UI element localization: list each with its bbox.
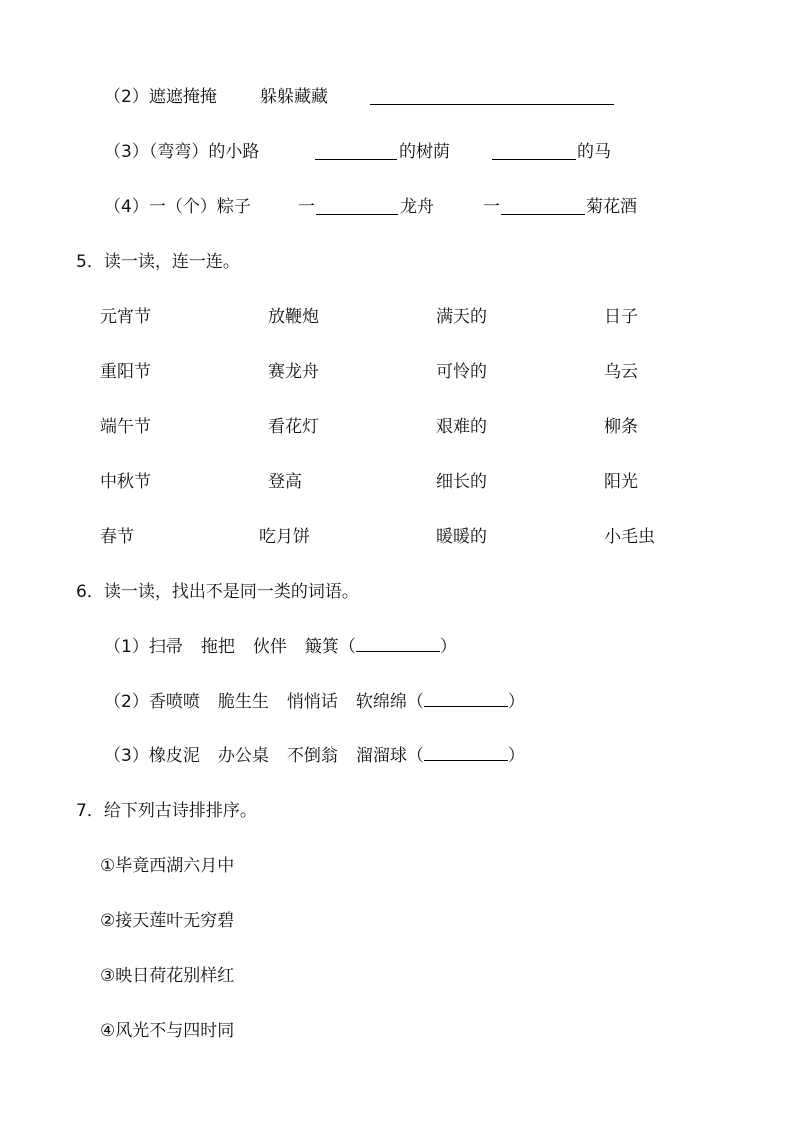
q7-poem-line-3: ③映日荷花别样红 — [100, 966, 235, 986]
q5-noun-1[interactable]: 日子 — [604, 307, 638, 327]
q6-item-2-word-2: 脆生生 — [217, 692, 269, 712]
q6-item-2-num: （2） — [104, 692, 149, 712]
q5-title: 5．读一读，连一连。 — [76, 252, 240, 272]
q5-adjective-4[interactable]: 细长的 — [436, 472, 487, 492]
q6-item-1-word-2: 拖把 — [200, 637, 235, 657]
q4-item3-blank-2[interactable] — [492, 159, 576, 160]
q6-item-1-word-3: 伙伴 — [252, 637, 287, 657]
q5-custom-5[interactable]: 吃月饼 — [259, 527, 310, 547]
q5-adjective-1[interactable]: 满天的 — [436, 307, 487, 327]
q4-item4-word-2: 菊花酒 — [586, 197, 637, 217]
q6-title: 6．读一读，找出不是同一类的词语。 — [76, 582, 359, 602]
q4-item4-label: （4）一（个）粽子 — [104, 197, 251, 217]
q5-festival-4[interactable]: 中秋节 — [100, 472, 151, 492]
q6-item-3 — [104, 745, 525, 767]
q6-item-2-word-3: 悄悄话 — [286, 692, 338, 712]
q5-custom-1[interactable]: 放鞭炮 — [268, 307, 319, 327]
q4-item2-word: 躲躲藏藏 — [260, 87, 328, 107]
q5-custom-3[interactable]: 看花灯 — [268, 417, 319, 437]
q6-item-1-word-1: 扫帚 — [148, 637, 183, 657]
q7-title: 7．给下列古诗排排序。 — [76, 801, 257, 821]
q4-item4-prefix-2: 一 — [483, 197, 500, 217]
q7-poem-line-4: ④风光不与四时同 — [100, 1021, 235, 1041]
q4-item2-label: （2）遮遮掩掩 — [104, 87, 217, 107]
q6-item-3-word-3: 不倒翁 — [286, 746, 338, 766]
q6-item-2-answer-blank[interactable] — [424, 692, 508, 707]
q5-noun-2[interactable]: 乌云 — [604, 362, 638, 382]
q5-adjective-5[interactable]: 暖暖的 — [436, 527, 487, 547]
q6-item-3-word-1: 橡皮泥 — [148, 746, 200, 766]
q5-festival-5[interactable]: 春节 — [100, 527, 134, 547]
q7-poem-line-1: ①毕竟西湖六月中 — [100, 856, 235, 876]
q4-item2-answer-blank[interactable] — [370, 104, 614, 105]
q4-item4-blank-1[interactable] — [316, 214, 398, 215]
q6-item-1-answer-blank[interactable] — [356, 637, 440, 652]
q6-item-1 — [104, 636, 457, 658]
q5-festival-1[interactable]: 元宵节 — [100, 307, 151, 327]
q5-custom-4[interactable]: 登高 — [268, 472, 302, 492]
q6-item-2-word-1: 香喷喷 — [148, 692, 200, 712]
q5-noun-5[interactable]: 小毛虫 — [604, 527, 655, 547]
q5-custom-2[interactable]: 赛龙舟 — [268, 362, 319, 382]
q5-adjective-2[interactable]: 可怜的 — [436, 362, 487, 382]
q5-noun-4[interactable]: 阳光 — [604, 472, 638, 492]
q6-item-3-word-4: 溜溜球 — [355, 746, 407, 766]
q4-item3-word-2: 的马 — [577, 142, 611, 162]
q6-item-3-word-2: 办公桌 — [217, 746, 269, 766]
q4-item3-label: （3）（弯弯）的小路 — [104, 142, 260, 162]
q4-item4-word-1: 龙舟 — [400, 197, 434, 217]
q6-item-2 — [104, 691, 525, 713]
q5-festival-3[interactable]: 端午节 — [100, 417, 151, 437]
q6-item-1-paren-close: ） — [439, 637, 457, 657]
q6-item-1-paren-open: （ — [338, 637, 356, 657]
q6-item-2-word-4: 软绵绵 — [355, 692, 407, 712]
q4-item4-prefix-1: 一 — [298, 197, 315, 217]
q6-item-2-paren-close: ） — [507, 692, 525, 712]
q4-item3-word-1: 的树荫 — [399, 142, 450, 162]
q6-item-3-answer-blank[interactable] — [424, 746, 508, 761]
q6-item-3-paren-open: （ — [406, 746, 424, 766]
q6-item-3-num: （3） — [104, 746, 149, 766]
q7-poem-line-2: ②接天莲叶无穷碧 — [100, 911, 235, 931]
q6-item-1-num: （1） — [104, 637, 149, 657]
q4-item4-blank-2[interactable] — [501, 214, 585, 215]
q6-item-3-paren-close: ） — [507, 746, 525, 766]
q5-festival-2[interactable]: 重阳节 — [100, 362, 151, 382]
q4-item3-blank-1[interactable] — [315, 159, 397, 160]
q6-item-1-word-4: 簸箕 — [304, 637, 339, 657]
q5-adjective-3[interactable]: 艰难的 — [436, 417, 487, 437]
q5-noun-3[interactable]: 柳条 — [604, 417, 638, 437]
q6-item-2-paren-open: （ — [406, 692, 424, 712]
